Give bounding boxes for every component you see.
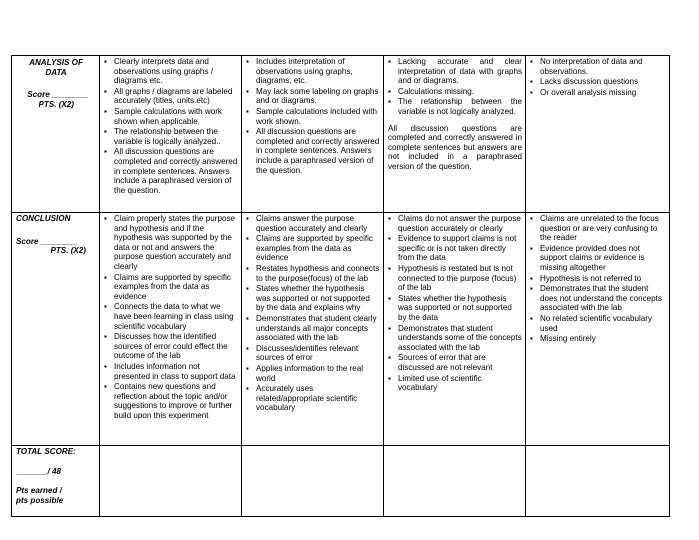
list-item: ▪ May lack some labeling on graphs and or diagrams.	[246, 87, 380, 106]
level-cell-developing	[384, 56, 526, 213]
total-score-title: TOTAL SCORE:	[16, 447, 76, 456]
list-item: ▪ All graphs / diagrams are labeled accurately (titles, units.etc)	[104, 87, 238, 106]
total-score-cell	[12, 446, 100, 517]
rubric-row-total	[12, 446, 670, 517]
empty-cell	[100, 446, 242, 517]
list-item: ▪ The relationship between the variable is not logically analyzed.	[388, 97, 522, 116]
list-item: ▪ Demonstrates that student clearly understands all major concepts associated with the lab	[246, 314, 380, 343]
list-item: ▪ No interpretation of data and observations.	[530, 57, 666, 76]
criterion-title: CONCLUSION	[16, 214, 71, 223]
list-item: ▪ All discussion questions are completed and correctly answered in complete sentences. Answers include a paraphrased version of the question.	[104, 147, 238, 195]
list-item: ▪ No related scientific vocabulary used	[530, 314, 666, 333]
points-multiplier: PTS. (X2)	[50, 246, 86, 256]
list-item: ▪ Connects the data to what we have been learning in class using scientific vocabulary	[104, 302, 238, 331]
level-cell-developing	[384, 213, 526, 446]
list-item: ▪ Discusses/identifies relevant sources of error	[246, 344, 380, 363]
level-cell-exemplary	[100, 213, 242, 446]
list-item: ▪ Or overall analysis missing	[530, 88, 666, 98]
empty-cell	[242, 446, 384, 517]
list-item: ▪ Hypothesis is restated but is not connected to the purpose (focus) of the lab	[388, 264, 522, 293]
list-item: ▪ Claims do not answer the purpose question accurately or clearly	[388, 214, 522, 233]
rubric-table	[11, 55, 670, 517]
list-item: ▪ Sources of error that are discussed are not relevant	[388, 353, 522, 372]
criteria-list	[104, 57, 238, 195]
points-earned-line: pts possible	[16, 495, 64, 505]
level-cell-proficient	[242, 213, 384, 446]
list-item: ▪ Missing entirely	[530, 334, 666, 344]
total-score-blank: _______/ 48	[16, 466, 62, 476]
criteria-list	[530, 214, 666, 344]
criterion-title-line: DATA	[45, 67, 67, 77]
list-item: ▪ Applies information to the real world	[246, 364, 380, 383]
list-item: ▪ Hypothesis is not referred to	[530, 274, 666, 284]
criteria-list	[388, 214, 522, 393]
empty-cell	[384, 446, 526, 517]
criterion-cell-conclusion	[12, 213, 100, 446]
criterion-cell-analysis	[12, 56, 100, 213]
list-item: ▪ Claims answer the purpose question accurately and clearly	[246, 214, 380, 233]
score-label: Score ________	[16, 236, 77, 246]
rubric-row-analysis	[12, 56, 670, 213]
list-item: ▪ Sample calculations with work shown when applicable.	[104, 107, 238, 126]
rubric-row-conclusion	[12, 213, 670, 446]
criteria-list	[246, 214, 380, 413]
list-item: ▪ Claim properly states the purpose and hypothesis and if the hypothesis was supported by the data or not and answers the purpose question accurately and clearly	[104, 214, 238, 272]
list-item: ▪ Accurately uses related/appropriate scientific vocabulary	[246, 384, 380, 413]
list-item: ▪ Lacking accurate and clear interpretation of data with graphs and or diagrams.	[388, 57, 522, 86]
list-item: ▪ Claims are supported by specific examples from the data as evidence	[246, 234, 380, 263]
criteria-list	[246, 57, 380, 175]
level-cell-beginning	[526, 213, 670, 446]
list-item: ▪ Demonstrates that student understands some of the concepts associated with the lab	[388, 324, 522, 353]
list-item: ▪ Sample calculations included with work shown.	[246, 107, 380, 126]
level-cell-exemplary	[100, 56, 242, 213]
empty-cell	[526, 446, 670, 517]
level-cell-proficient	[242, 56, 384, 213]
list-item: ▪ Evidence provided does not support claims or evidence is missing altogether	[530, 244, 666, 273]
points-earned-label	[16, 486, 96, 505]
list-item: ▪ Evidence to support claims is not specific or is not taken directly from the data	[388, 234, 522, 263]
list-item: ▪ Clearly interprets data and observations using graphs / diagrams etc.	[104, 57, 238, 86]
list-item: ▪ Claims are unrelated to the focus question or are very confusing to the reader	[530, 214, 666, 243]
list-item: ▪ States whether the hypothesis was supported or not supported by the data	[388, 294, 522, 323]
list-item: ▪ Restates hypothesis and connects to the purpose(focus) of the lab	[246, 264, 380, 283]
criteria-list	[388, 57, 522, 117]
score-label: Score ________	[27, 90, 88, 100]
list-item: ▪ Contains new questions and reflection about the topic and/or suggestions to improve or further build upon this experiment	[104, 382, 238, 420]
list-item: ▪ The relationship between the variable is logically analyzed..	[104, 127, 238, 146]
list-item: ▪ Limited use of scientific vocabulary	[388, 374, 522, 393]
list-item: ▪ Calculations missing.	[388, 87, 522, 97]
list-item: ▪ Claims are supported by specific examples from the data as evidence	[104, 273, 238, 302]
points-multiplier: PTS. (X2)	[38, 99, 74, 109]
list-item: ▪ States whether the hypothesis was supported or not supported by the data and explains why	[246, 284, 380, 313]
list-item: ▪ Includes interpretation of observations using graphs, diagrams, etc.	[246, 57, 380, 86]
paragraph-text: All discussion questions are completed and correctly answered in complete sentences but answers are not included in a paraphrased version of the question.	[388, 123, 522, 171]
criterion-title	[16, 57, 96, 77]
criteria-list	[530, 57, 666, 97]
criteria-list	[104, 214, 238, 420]
list-item: ▪ Demonstrates that the student does not understand the concepts associated with the lab	[530, 284, 666, 313]
list-item: ▪ All discussion questions are completed and correctly answered in complete sentences. Answers include a paraphrased version of the question.	[246, 127, 380, 175]
points-earned-line: Pts earned /	[16, 486, 62, 496]
list-item: ▪ Includes information not presented in class to support data	[104, 362, 238, 381]
list-item: ▪ Lacks discussion questions	[530, 77, 666, 87]
level-cell-beginning	[526, 56, 670, 213]
list-item: ▪ Discusses how the identified sources of error could effect the outcome of the lab	[104, 332, 238, 361]
criterion-title-line: ANALYSIS OF	[29, 58, 83, 67]
